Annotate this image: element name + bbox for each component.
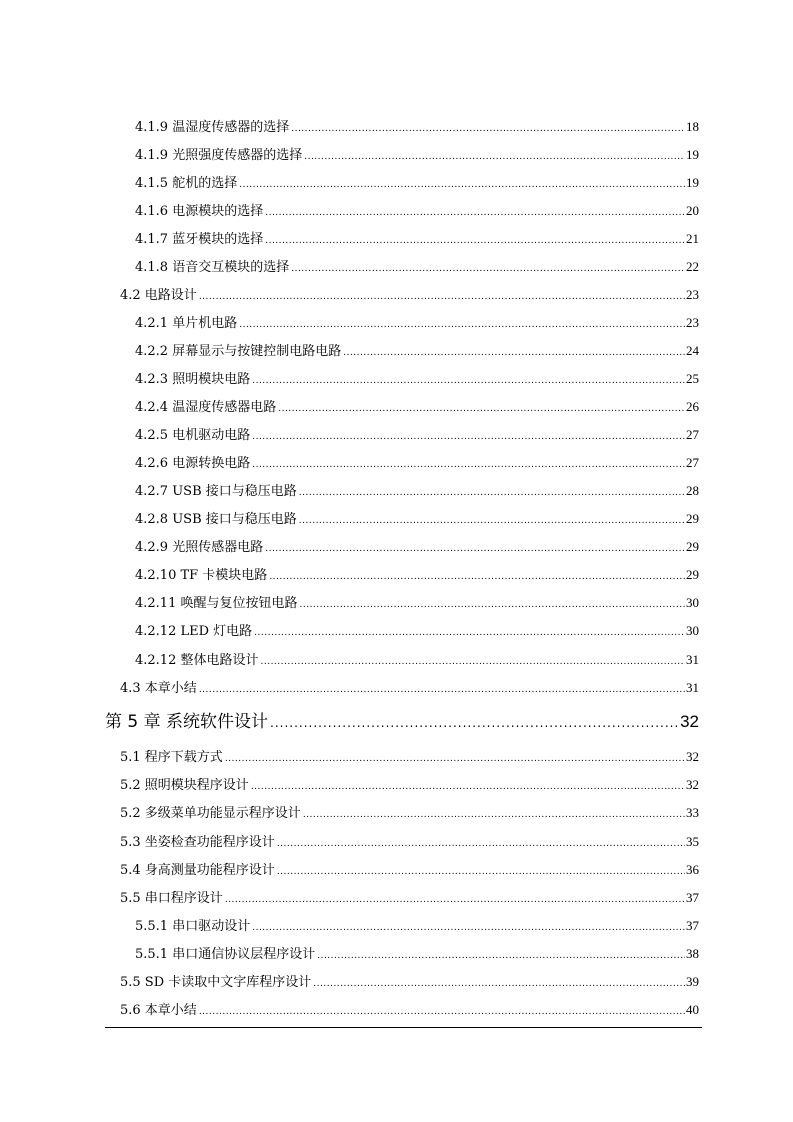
toc-entry-page: 19 [686, 147, 699, 162]
toc-entry-page: 28 [686, 483, 699, 498]
toc-entry-page: 18 [686, 119, 699, 134]
toc-chapter-entry[interactable] [105, 712, 699, 732]
toc-entry-page: 37 [686, 890, 699, 905]
toc-entry[interactable] [135, 343, 699, 361]
toc-entry-page: 29 [686, 539, 699, 554]
toc-leader-dots [199, 289, 685, 305]
toc-entry[interactable] [120, 890, 699, 908]
toc-entry-page: 38 [686, 946, 699, 961]
toc-entry[interactable] [135, 595, 699, 613]
toc-entry-label: 5.4 身高测量功能程序设计 [120, 863, 275, 878]
toc-entry[interactable] [120, 974, 699, 992]
toc-entry[interactable] [135, 623, 699, 641]
toc-chapter-page: 32 [680, 712, 699, 731]
toc-entry-page: 37 [686, 918, 699, 933]
toc-entry[interactable] [135, 539, 699, 557]
toc-entry[interactable] [120, 287, 699, 305]
toc-entry-label: 4.2.4 温湿度传感器电路 [135, 400, 277, 415]
toc-entry[interactable] [120, 834, 699, 852]
toc-entry-page: 31 [686, 652, 699, 667]
toc-entry-label: 5.5 串口程序设计 [120, 891, 223, 906]
toc-leader-dots [254, 625, 685, 641]
toc-entry-page: 27 [686, 427, 699, 442]
toc-leader-dots [313, 976, 685, 992]
toc-entry-label: 5.5.1 串口通信协议层程序设计 [135, 947, 316, 962]
toc-entry[interactable] [135, 652, 699, 670]
toc-leader-dots [252, 429, 685, 445]
toc-leader-dots [239, 177, 685, 193]
toc-entry-label: 4.2.3 照明模块电路 [135, 372, 251, 387]
toc-leader-dots [265, 233, 685, 249]
toc-entry[interactable] [120, 862, 699, 880]
toc-entry-label: 4.2.11 唤醒与复位按钮电路 [135, 596, 298, 611]
toc-leader-dots [270, 715, 679, 731]
toc-entry-label: 4.2.9 光照传感器电路 [135, 540, 264, 555]
toc-leader-dots [199, 1004, 685, 1020]
toc-leader-dots [278, 401, 685, 417]
toc-entry-page: 26 [686, 399, 699, 414]
toc-leader-dots [299, 485, 685, 501]
toc-entry[interactable] [135, 203, 699, 221]
toc-entry-label: 4.1.5 舵机的选择 [135, 176, 238, 191]
toc-entry[interactable] [135, 119, 699, 137]
toc-entry[interactable] [135, 371, 699, 389]
toc-entry-label: 5.5 SD 卡读取中文字库程序设计 [120, 975, 312, 990]
toc-entry-label: 4.2.12 整体电路设计 [135, 653, 259, 668]
toc-entry[interactable] [120, 1002, 699, 1020]
toc-entry-page: 36 [686, 862, 699, 877]
toc-entry[interactable] [135, 946, 699, 964]
toc-entry[interactable] [135, 455, 699, 473]
toc-entry-page: 24 [686, 343, 699, 358]
toc-entry-label: 5.2 照明模块程序设计 [120, 778, 249, 793]
toc-leader-dots [303, 807, 685, 823]
toc-leader-dots [304, 149, 685, 165]
toc-entry-label: 4.2 电路设计 [120, 288, 197, 303]
toc-entry-page: 23 [686, 315, 699, 330]
toc-entry-label: 4.2.12 LED 灯电路 [135, 624, 253, 639]
toc-entry-page: 29 [686, 567, 699, 582]
toc-leader-dots [225, 892, 685, 908]
toc-entry-page: 22 [686, 259, 699, 274]
toc-entry-label: 4.1.8 语音交互模块的选择 [135, 260, 290, 275]
toc-leader-dots [252, 457, 685, 473]
toc-entry-page: 40 [686, 1002, 699, 1017]
toc-leader-dots [251, 779, 685, 795]
toc-leader-dots [265, 541, 685, 557]
toc-leader-dots [199, 682, 685, 698]
toc-entry-page: 39 [686, 974, 699, 989]
toc-entry-label: 5.5.1 串口驱动设计 [135, 919, 251, 934]
toc-entry[interactable] [120, 749, 699, 767]
toc-entry[interactable] [120, 777, 699, 795]
toc-entry-page: 32 [686, 749, 699, 764]
toc-entry[interactable] [120, 805, 699, 823]
toc-entry-label: 4.2.10 TF 卡模块电路 [135, 568, 268, 583]
toc-leader-dots [252, 920, 685, 936]
toc-leader-dots [277, 864, 685, 880]
toc-entry-label: 5.2 多级菜单功能显示程序设计 [120, 806, 301, 821]
toc-leader-dots [260, 654, 685, 670]
toc-leader-dots [277, 836, 685, 852]
bottom-rule-divider [105, 1027, 702, 1028]
toc-entry-page: 27 [686, 455, 699, 470]
toc-entry[interactable] [135, 259, 699, 277]
toc-entry-label: 4.2.1 单片机电路 [135, 316, 238, 331]
toc-entry-page: 30 [686, 595, 699, 610]
toc-entry-page: 20 [686, 203, 699, 218]
toc-entry[interactable] [135, 231, 699, 249]
toc-entry-label: 4.2.6 电源转换电路 [135, 456, 251, 471]
toc-entry-label: 5.3 坐姿检查功能程序设计 [120, 835, 275, 850]
toc-entry-label: 4.2.8 USB 接口与稳压电路 [135, 512, 297, 527]
toc-entry[interactable] [135, 567, 699, 585]
toc-leader-dots [291, 261, 685, 277]
toc-leader-dots [299, 513, 685, 529]
toc-entry-label: 4.1.7 蓝牙模块的选择 [135, 232, 264, 247]
toc-entry[interactable] [135, 315, 699, 333]
toc-entry-page: 19 [686, 175, 699, 190]
toc-entry[interactable] [135, 147, 699, 165]
toc-leader-dots [265, 205, 685, 221]
toc-entry-page: 30 [686, 623, 699, 638]
toc-entry-page: 29 [686, 511, 699, 526]
toc-entry[interactable] [135, 399, 699, 417]
toc-leader-dots [299, 597, 685, 613]
toc-entry-label: 4.1.9 温湿度传感器的选择 [135, 120, 290, 135]
toc-entry[interactable] [135, 175, 699, 193]
toc-entry-page: 33 [686, 805, 699, 820]
toc-leader-dots [269, 569, 685, 585]
toc-entry[interactable] [120, 680, 699, 698]
toc-entry-page: 23 [686, 287, 699, 302]
toc-entry-page: 21 [686, 231, 699, 246]
toc-entry-label: 5.6 本章小结 [120, 1003, 197, 1018]
toc-entry-label: 4.1.6 电源模块的选择 [135, 204, 264, 219]
toc-entry[interactable] [135, 483, 699, 501]
toc-leader-dots [317, 948, 685, 964]
toc-leader-dots [343, 345, 685, 361]
toc-entry-label: 4.2.2 屏幕显示与按键控制电路电路 [135, 344, 342, 359]
toc-entry-page: 32 [686, 777, 699, 792]
toc-entry-label: 4.2.5 电机驱动电路 [135, 428, 251, 443]
toc-leader-dots [252, 373, 685, 389]
toc-entry-page: 25 [686, 371, 699, 386]
toc-leader-dots [239, 317, 685, 333]
toc-entry[interactable] [135, 918, 699, 936]
toc-entry-page: 31 [686, 680, 699, 695]
toc-entry-label: 4.2.7 USB 接口与稳压电路 [135, 484, 297, 499]
toc-entry[interactable] [135, 427, 699, 445]
toc-leader-dots [225, 751, 685, 767]
toc-entry-label: 4.3 本章小结 [120, 681, 197, 696]
toc-entry-label: 5.1 程序下载方式 [120, 750, 223, 765]
toc-entry[interactable] [135, 511, 699, 529]
toc-chapter-label: 第 5 章 系统软件设计 [105, 712, 269, 732]
toc-leader-dots [291, 121, 685, 137]
toc-entry-page: 35 [686, 834, 699, 849]
toc-entry-label: 4.1.9 光照强度传感器的选择 [135, 148, 303, 163]
